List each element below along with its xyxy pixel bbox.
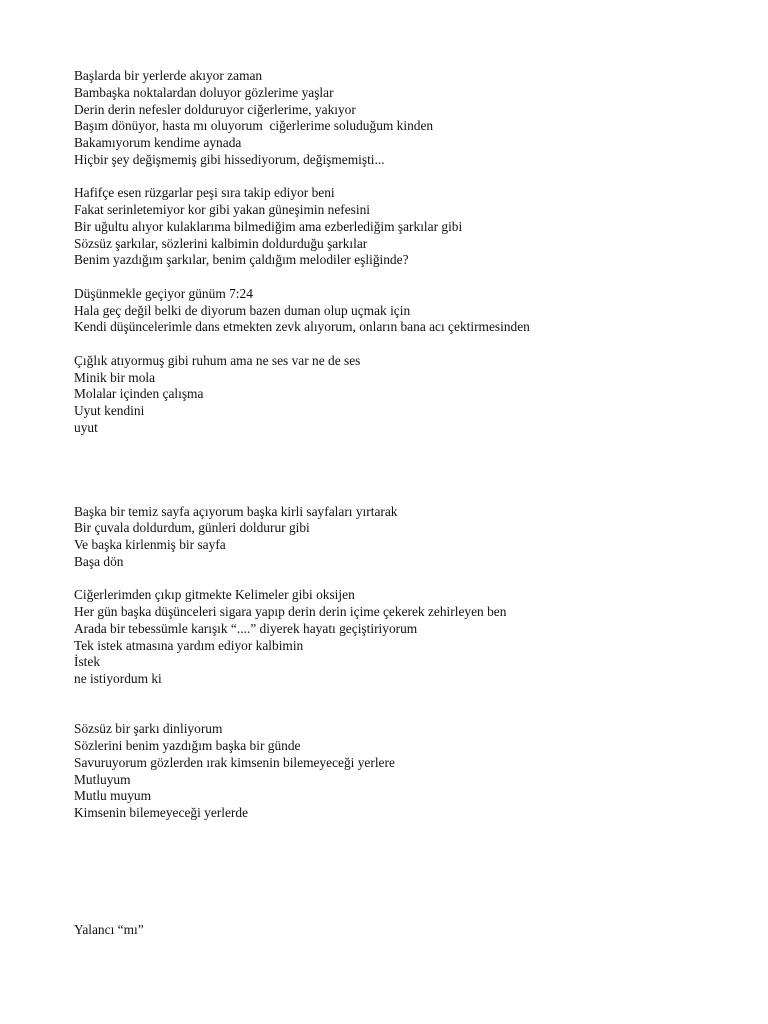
stanza-spacer (74, 571, 734, 588)
stanza-7 (74, 721, 734, 822)
poem-line: Sözsüz şarkılar, sözlerini kalbimin doldurduğu şarkılar (74, 235, 368, 251)
poem-line: Başlarda bir yerlerde akıyor zaman (74, 68, 263, 83)
poem-line: Çığlık atıyormuş gibi ruhum ama ne ses var ne de ses (74, 352, 361, 368)
poem-line: Derin derin nefesler dolduruyor ciğerlerime, yakıyor (74, 101, 356, 117)
poem-line: Savuruyorum gözlerden ırak kimsenin bilemeyeceği yerlere (74, 754, 395, 770)
poem-line: Düşünmekle geçiyor günüm 7:24 (74, 285, 253, 301)
poem-line: ne istiyordum ki (74, 671, 162, 686)
poem-line: Sözsüz bir şarkı dinliyorum (74, 721, 223, 737)
stanza-6 (74, 587, 734, 688)
poem-line: İstek (74, 654, 101, 670)
poem-line: Başım dönüyor, hasta mı oluyorum ciğerlerime soluduğum kinden (74, 118, 434, 134)
stanza-1 (74, 68, 734, 169)
stanza-4 (74, 353, 734, 437)
poem-line: Bakamıyorum kendime aynada (74, 135, 242, 150)
poem-line: Bir çuvala doldurdum, günleri doldurur gibi (74, 520, 310, 536)
stanza-2 (74, 185, 734, 269)
poem-line: Fakat serinletemiyor kor gibi yakan güneşimin nefesini (74, 202, 371, 217)
poem-body (74, 68, 734, 939)
stanza-5 (74, 504, 734, 571)
poem-line: Minik bir mola (74, 369, 156, 385)
poem-line: Bambaşka noktalardan doluyor gözlerime yaşlar (74, 84, 334, 100)
poem-line: Kimsenin bilemeyeceği yerlerde (74, 805, 249, 820)
poem-line: uyut (74, 419, 98, 435)
stanza-spacer (74, 688, 734, 722)
poem-line: Her gün başka düşünceleri sigara yapıp derin derin içime çekerek zehirleyen ben (74, 604, 507, 619)
poem-line: Ciğerlerimden çıkıp gitmekte Kelimeler gibi oksijen (74, 587, 355, 603)
poem-line: Hala geç değil belki de diyorum bazen duman olup uçmak için (74, 302, 411, 318)
poem-line: Başa dön (74, 553, 124, 569)
poem-line: Yalancı “mı” (74, 922, 144, 938)
poem-line: Arada bir tebessümle karışık “....” diyerek hayatı geçiştiriyorum (74, 620, 418, 636)
poem-line: Hafifçe esen rüzgarlar peşi sıra takip ediyor beni (74, 185, 335, 201)
stanza-8 (74, 922, 734, 939)
poem-line: Kendi düşüncelerimle dans etmekten zevk alıyorum, onların bana acı çektirmesinden (74, 319, 530, 335)
poem-line: Sözlerini benim yazdığım başka bir günde (74, 738, 301, 753)
stanza-spacer (74, 169, 734, 186)
poem-line: Benim yazdığım şarkılar, benim çaldığım melodiler eşliğinde? (74, 252, 409, 268)
stanza-spacer (74, 437, 734, 504)
stanza-spacer (74, 822, 734, 923)
poem-line: Mutlu muyum (74, 788, 152, 804)
poem-line: Uyut kendini (74, 403, 145, 418)
stanza-spacer (74, 336, 734, 353)
poem-line: Başka bir temiz sayfa açıyorum başka kirli sayfaları yırtarak (74, 503, 398, 519)
stanza-spacer (74, 269, 734, 286)
poem-line: Hiçbir şey değişmemiş gibi hissediyorum, değişmemişti... (74, 151, 385, 167)
stanza-3 (74, 286, 734, 336)
poem-line: Mutluyum (74, 771, 131, 787)
poem-line: Bir uğultu alıyor kulaklarıma bilmediğim ama ezberlediğim şarkılar gibi (74, 218, 463, 234)
poem-line: Ve başka kirlenmiş bir sayfa (74, 537, 226, 552)
poem-line: Molalar içinden çalışma (74, 386, 204, 402)
poem-line: Tek istek atmasına yardım ediyor kalbimin (74, 637, 304, 653)
